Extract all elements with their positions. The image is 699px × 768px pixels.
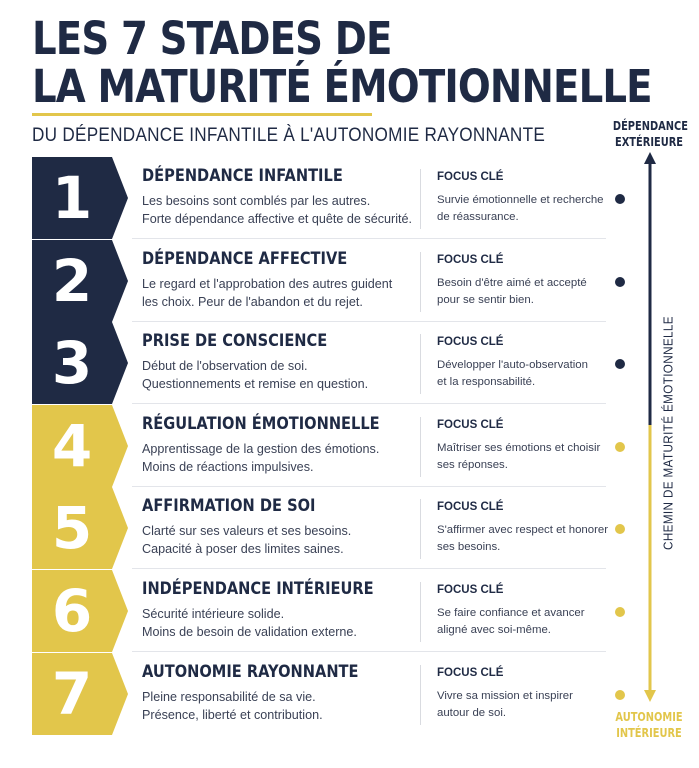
- stage-row: [32, 157, 606, 239]
- stage-description: [142, 440, 432, 476]
- stage-description: [142, 605, 432, 641]
- stage-desc-line2: Moins de besoin de validation externe.: [142, 625, 357, 639]
- focus-line2: aligné avec soi-même.: [437, 624, 551, 636]
- stage-row: [32, 322, 606, 404]
- focus-line2: autour de soi.: [437, 706, 507, 719]
- focus-line1: Se faire confiance et avancer: [437, 607, 585, 619]
- stage-name: RÉGULATION ÉMOTIONNELLE: [142, 413, 380, 434]
- focus-label: FOCUS CLÉ: [437, 171, 504, 183]
- column-divider: [420, 582, 421, 642]
- stage-name: DÉPENDANCE INFANTILE: [142, 166, 343, 186]
- stage-number: 4: [51, 411, 93, 480]
- column-divider: [420, 499, 421, 559]
- stage-dot: [615, 277, 625, 287]
- stage-dot: [615, 607, 625, 617]
- stage-row: [32, 405, 606, 487]
- stage-desc-line2: Présence, liberté et contribution.: [142, 707, 323, 722]
- focus-line2: et la responsabilité.: [437, 376, 536, 389]
- arrow-head-top: [644, 152, 656, 164]
- stage-number: 6: [51, 577, 93, 645]
- arrow-head-bottom: [644, 690, 656, 702]
- stage-name: PRISE DE CONSCIENCE: [142, 331, 328, 352]
- column-divider: [420, 169, 421, 229]
- focus-label: FOCUS CLÉ: [437, 336, 504, 349]
- focus-line1: Développer l'auto-observation: [437, 359, 588, 372]
- title-line-1: LES 7 STADES DE: [32, 12, 392, 65]
- stage-name: AUTONOMIE RAYONNANTE: [142, 661, 359, 682]
- focus-line1: Vivre sa mission et inspirer: [437, 689, 573, 702]
- stage-name: AFFIRMATION DE SOI: [142, 496, 316, 517]
- stage-desc-line2: Capacité à poser des limites saines.: [142, 542, 344, 557]
- column-divider: [420, 252, 421, 312]
- focus-line2: de réassurance.: [437, 211, 519, 223]
- stage-desc-line2: Questionnements et remise en question.: [142, 377, 369, 392]
- focus-label: FOCUS CLÉ: [437, 253, 504, 266]
- axis-top-label: [612, 118, 688, 150]
- axis-top-line2: EXTÉRIEURE: [614, 135, 683, 149]
- stage-description: [142, 275, 432, 311]
- stage-description: [142, 688, 432, 724]
- focus-label: FOCUS CLÉ: [437, 418, 504, 431]
- focus-label: FOCUS CLÉ: [437, 584, 504, 596]
- focus-line2: ses réponses.: [437, 458, 508, 471]
- column-divider: [420, 417, 421, 477]
- focus-line2: ses besoins.: [437, 541, 501, 554]
- stage-desc-line1: Apprentissage de la gestion des émotions.: [142, 441, 380, 456]
- focus-text: [437, 605, 612, 639]
- focus-text: [437, 357, 612, 391]
- stage-number: 5: [51, 494, 93, 563]
- stage-number: 1: [51, 164, 93, 232]
- stage-number: 7: [51, 659, 93, 728]
- subtitle: DU DÉPENDANCE INFANTILE À L'AUTONOMIE RAYONNANTE: [32, 124, 546, 146]
- stage-description: [142, 357, 432, 393]
- stage-dot: [615, 524, 625, 534]
- focus-text: [437, 440, 612, 474]
- stage-desc-line2: Moins de réactions impulsives.: [142, 459, 314, 474]
- stage-desc-line2: Forte dépendance affective et quête de sécurité.: [142, 212, 413, 226]
- focus-line1: S'affirmer avec respect et honorer: [437, 524, 609, 537]
- stage-dot: [615, 359, 625, 369]
- title-underline: [32, 113, 372, 116]
- focus-line1: Besoin d'être aimé et accepté: [437, 276, 587, 289]
- stage-dot: [615, 690, 625, 700]
- axis-bottom-line1: AUTONOMIE: [615, 710, 683, 724]
- focus-line2: pour se sentir bien.: [437, 293, 534, 306]
- focus-text: [437, 275, 612, 309]
- stage-name: DÉPENDANCE AFFECTIVE: [142, 248, 348, 269]
- stage-row: [32, 570, 606, 652]
- column-divider: [420, 334, 421, 394]
- axis-top-line1: DÉPENDANCE: [612, 119, 688, 133]
- stage-row: [32, 653, 606, 735]
- focus-label: FOCUS CLÉ: [437, 666, 504, 679]
- focus-line1: Survie émotionnelle et recherche: [437, 194, 604, 206]
- axis-bottom-line2: INTÉRIEURE: [616, 726, 682, 740]
- stage-row: [32, 487, 609, 569]
- stage-desc-line1: Sécurité intérieure solide.: [142, 607, 285, 621]
- stage-number: 3: [51, 329, 93, 398]
- title-line-2: LA MATURITÉ ÉMOTIONNELLE: [32, 60, 652, 113]
- stage-dot: [615, 442, 625, 452]
- stage-desc-line1: Début de l'observation de soi.: [142, 359, 308, 374]
- stage-desc-line1: Pleine responsabilité de sa vie.: [142, 689, 316, 704]
- axis-bottom-label: [613, 709, 685, 741]
- focus-text: [437, 688, 612, 722]
- stage-desc-line1: Clarté sur ses valeurs et ses besoins.: [142, 524, 352, 539]
- stage-desc-line1: Le regard et l'approbation des autres guident: [142, 276, 393, 291]
- stage-description: [142, 192, 432, 228]
- column-divider: [420, 665, 421, 725]
- stage-dot: [615, 194, 625, 204]
- focus-text: [437, 192, 612, 226]
- stage-name: INDÉPENDANCE INTÉRIEURE: [142, 579, 374, 599]
- focus-label: FOCUS CLÉ: [437, 501, 504, 514]
- stage-desc-line2: les choix. Peur de l'abandon et du rejet.: [142, 294, 363, 309]
- focus-text: [437, 522, 612, 556]
- focus-line1: Maîtriser ses émotions et choisir: [437, 441, 601, 454]
- stage-number: 2: [51, 246, 93, 315]
- stage-desc-line1: Les besoins sont comblés par les autres.: [142, 194, 371, 208]
- stage-row: [32, 240, 606, 322]
- axis-vertical-label: CHEMIN DE MATURITÉ ÉMOTIONNELLE: [660, 316, 676, 550]
- stage-description: [142, 522, 432, 558]
